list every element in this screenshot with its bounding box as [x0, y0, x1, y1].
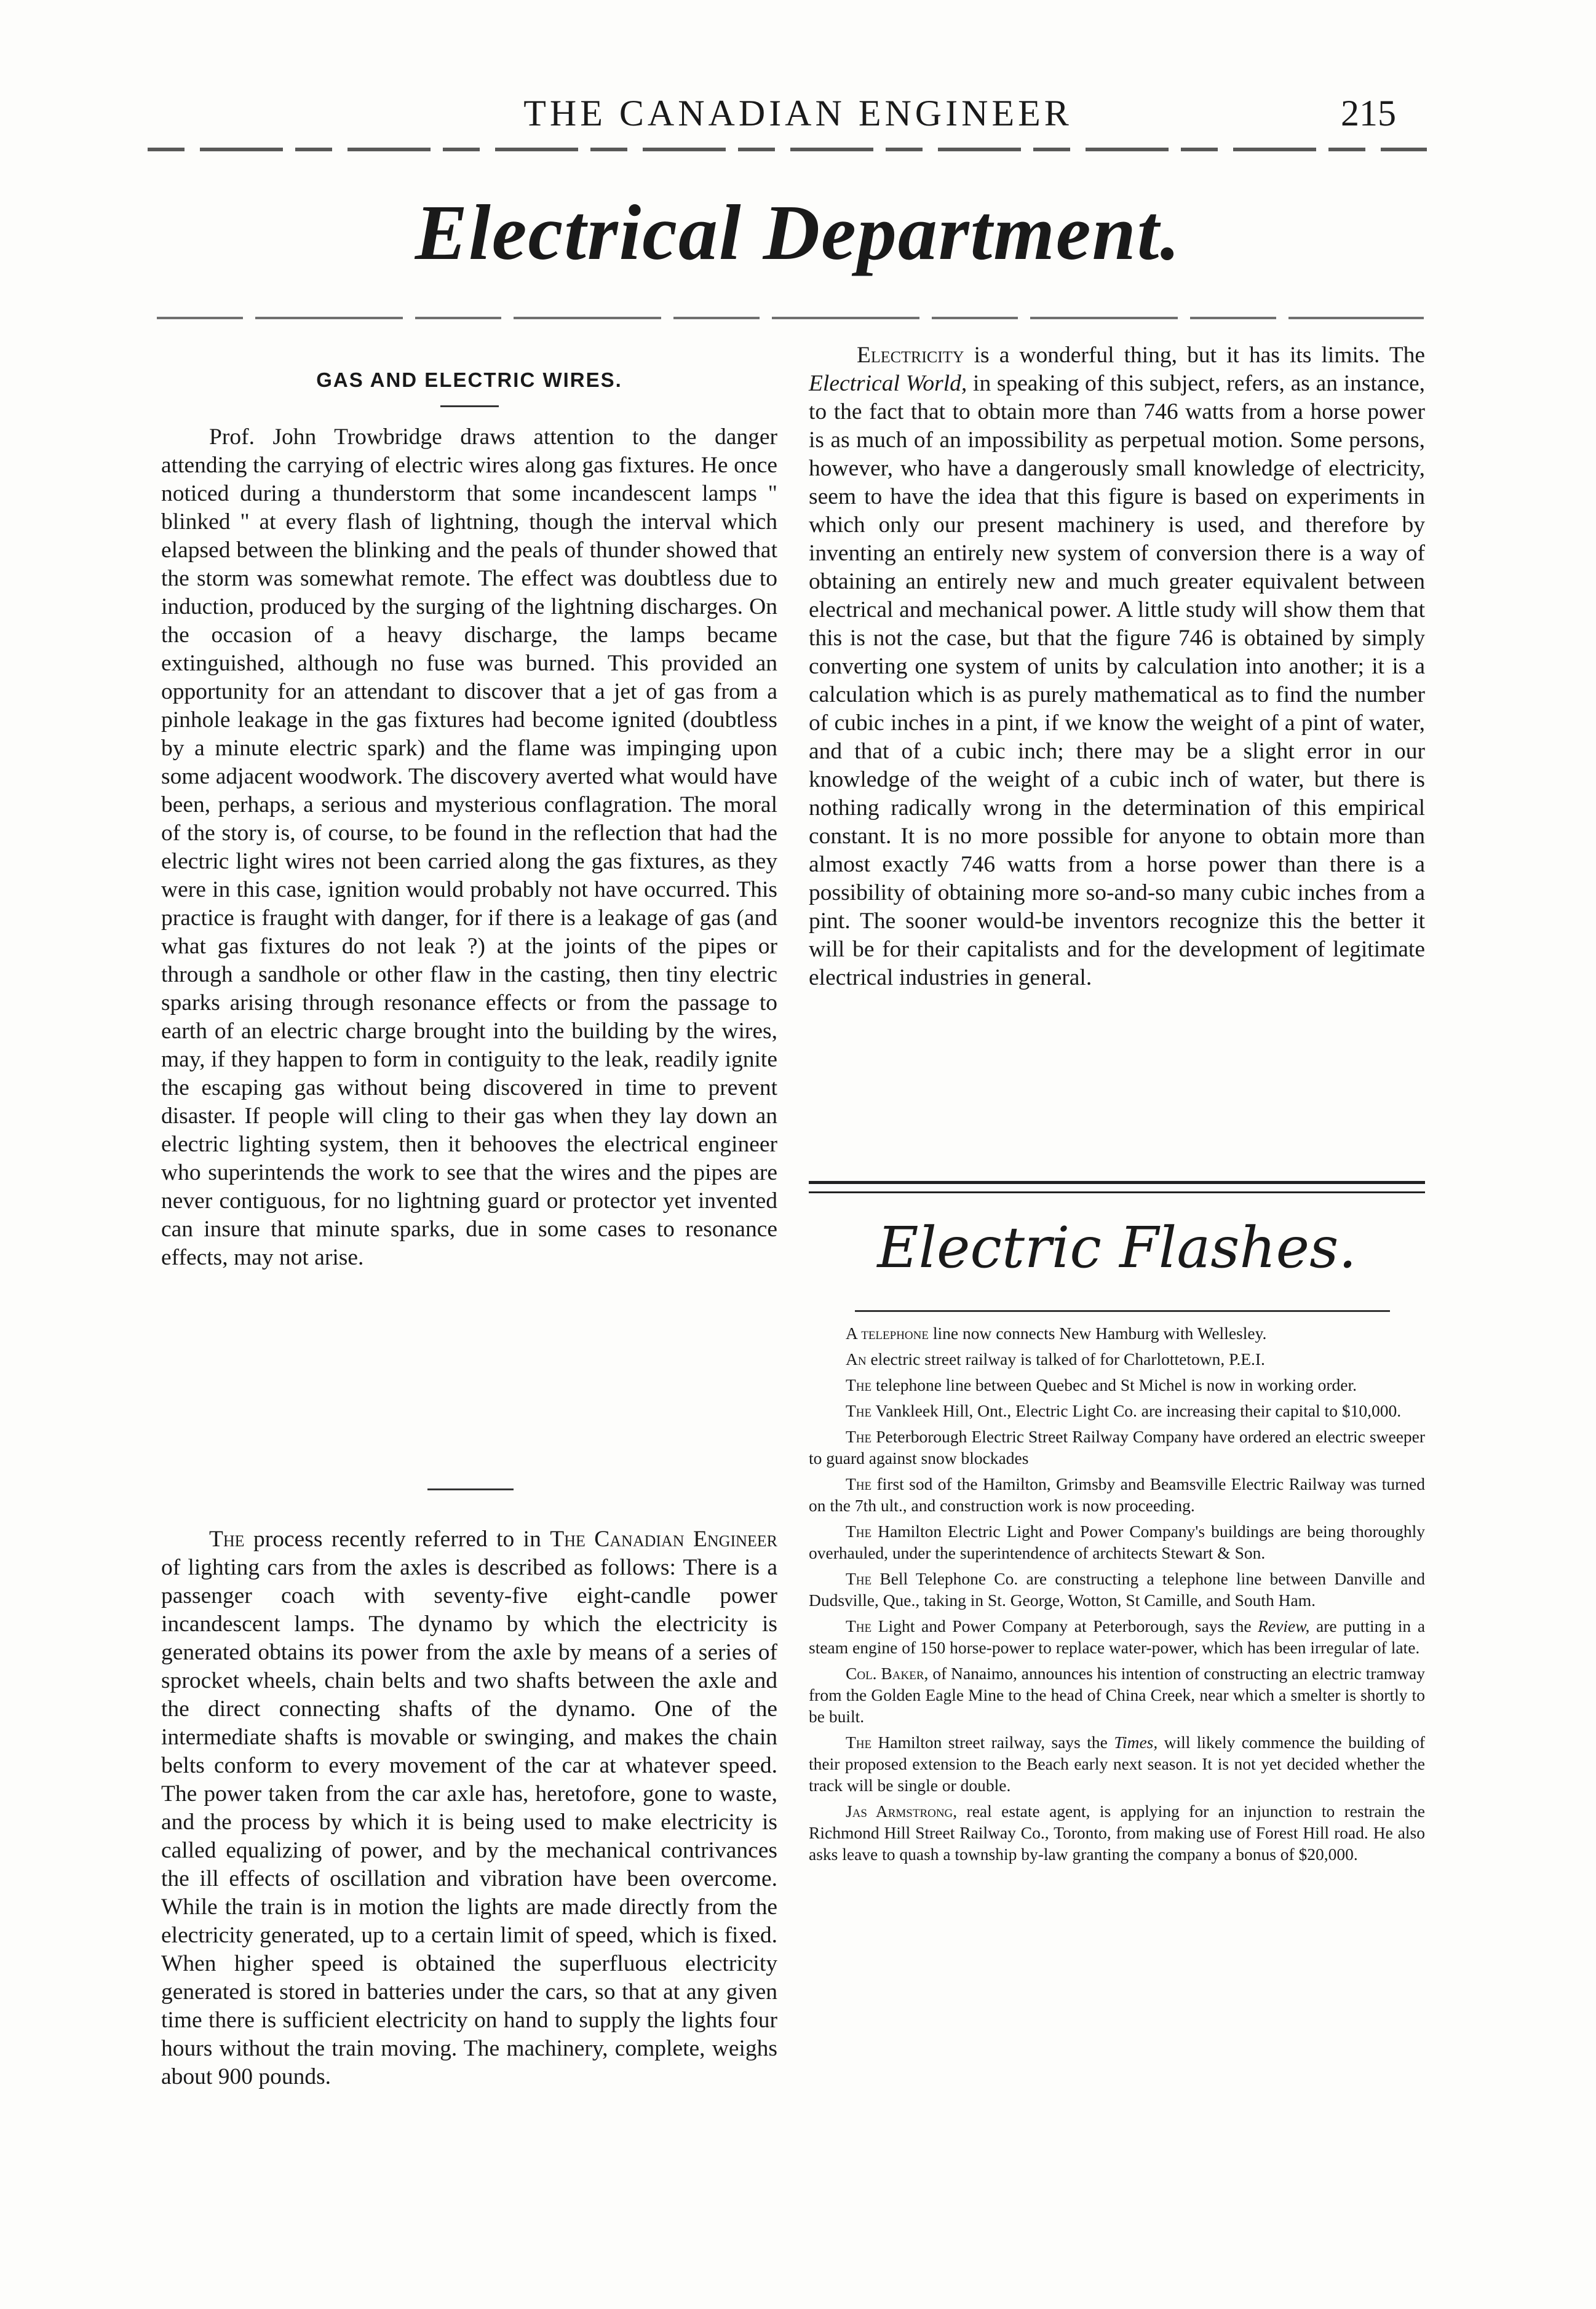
article-paragraph — [809, 341, 1425, 992]
flash-item — [809, 1400, 1425, 1421]
lead-word: Electricity — [857, 343, 964, 368]
flash-item — [809, 1322, 1425, 1344]
flash-text: of Nanaimo, announces his intention of constructing an electric tramway from the Golden Eagle Mine to the head of China Creek, near which a smelter is shortly to be built. — [809, 1664, 1426, 1726]
journal-name: Times, — [1114, 1733, 1158, 1752]
article-heading: GAS AND ELECTRIC WIRES. — [316, 368, 622, 391]
flash-item — [809, 1731, 1425, 1796]
flash-item — [809, 1348, 1425, 1370]
text-segment: process recently referred to in — [253, 1527, 541, 1552]
section-double-rule-top — [809, 1181, 1425, 1184]
lead-word: The — [846, 1401, 872, 1420]
lead-word: The — [209, 1527, 245, 1552]
flash-text: Peterborough Electric Street Railway Company have ordered an electric sweeper to guard against snow blockades — [809, 1427, 1426, 1468]
flash-text: are putting in a steam engine of 150 horse-power to replace water-power, which has been irregular of late. — [809, 1616, 1426, 1657]
lead-word: An — [846, 1349, 867, 1369]
journal-name: Electrical World, — [809, 371, 967, 396]
lead-word: Jas Armstrong, — [846, 1802, 958, 1821]
journal-name: Review, — [1258, 1616, 1310, 1635]
flash-text: first sod of the Hamilton, Grimsby and Beamsville Electric Railway was turned on the 7th ult., and construction work is now proceeding. — [809, 1474, 1425, 1515]
article-electricity-limits — [809, 341, 1425, 992]
heading-rule — [440, 405, 499, 407]
flash-text: Bell Telephone Co. are constructing a telephone line between Danville and Dudsville, Que., taking in St. George, Wotton, St Camille, and South Ham. — [809, 1569, 1425, 1610]
text-segment: is a wonderful thing, but it has its limits. The — [974, 343, 1425, 368]
flash-text: real estate agent, is applying for an injunction to restrain the Richmond Hill Street Railway Co., Toronto, from making use of Forest Hill road. He also asks leave to quash a township by-law granting the company a bonus of $20,000. — [809, 1802, 1425, 1864]
text-segment: in speaking of this subject, refers, as an instance, to the fact that to obtain more than 746 watts from a horse power is as much of an impossibility as perpetual motion. Some persons, however, who have a dangerously small knowledge of electricity, seem to have the idea that this figure is based on experiments in which only our present machinery is used, and therefore by inventing an entirely new system of conversion there is a way of obtaining an entirely new and much greater equivalent between electrical and mechanical power. A little study will show them that this is not the case, but that the figure 746 is obtained by simply converting one system of units by calculation into another; it is a calculation which is as purely mathematical as to find the number of cubic inches in a pint, if we know the weight of a pint of water, and that of a cubic inch; there may be a slight error in our knowledge of the weight of a cubic inch of water, but there is nothing radically wrong in the determination of this empirical constant. It is no more possible for anyone to obtain more than almost exactly 746 watts from a horse power than there is a possibility of obtaining more so-and-so many cubic inches from a pint. The sooner would-be inventors recognize this the better it will be for their capitalists and for the development of legitimate electrical industries in general. — [809, 371, 1426, 990]
lead-word: A telephone — [846, 1324, 929, 1343]
flash-item — [809, 1615, 1425, 1658]
flash-text: telephone line between Quebec and St Michel is now in working order. — [876, 1375, 1357, 1394]
article-gas-and-electric-wires — [161, 366, 777, 1272]
flash-text: line now connects New Hamburg with Wellesley. — [932, 1324, 1267, 1343]
article-paragraph — [161, 1525, 777, 2091]
flash-item — [809, 1426, 1425, 1469]
header-rule — [148, 148, 1427, 151]
electric-flashes-list — [809, 1322, 1425, 1869]
lead-word: Col. Baker, — [846, 1664, 929, 1683]
section-double-rule-bottom — [809, 1191, 1425, 1193]
flash-item — [809, 1800, 1425, 1865]
lead-word: The — [846, 1569, 872, 1588]
flashes-rule — [855, 1310, 1390, 1312]
article-paragraph: Prof. John Trowbridge draws attention to the danger attending the carrying of electric wires along gas fixtures. He once noticed during a thunderstorm that some incandescent lamps " blinked " at every flash of lightning, though the interval which elapsed between the blinking and the peals of thunder showed that the storm was somewhat remote. The effect was doubtless due to induction, produced by the surging of the lightning discharges. On the occasion of a heavy discharge, the lamps became extinguished, although no fuse was burned. This provided an opportunity for an attendant to discover that a jet of gas from a pinhole leakage in the gas fixtures had become ignited (doubtless by a minute electric spark) and the flame was impinging upon some adjacent woodwork. The discovery averted what would have been, perhaps, a serious and mysterious conflagration. The moral of the story is, of course, to be found in the reflection that had the electric light wires not been carried along the gas fixtures, as they were in this case, ignition would probably not have occurred. This practice is fraught with danger, for if there is a leakage of gas (and what gas fixtures do not leak ?) at the joints of the pipes or through a sandhole or other flaw in the casting, then tiny electric sparks arising through resonance effects or from the passage to earth of an electric charge brought into the building by the wires, may, if they happen to form in contiguity to the leak, readily ignite the escaping gas without being discovered in time to prevent disaster. If people will cling to their gas when they lay down an electric lighting system, then it behooves the electrical engineer who superintends the work to see that the wires and the pipes are never contiguous, for no lightning guard or protector yet invented can insure that minute sparks, due in some cases to resonance effects, may not arise. — [161, 424, 777, 1270]
flash-item — [809, 1663, 1425, 1727]
flash-text: will likely commence the building of their proposed extension to the Beach early next season. It is not yet decided whether the track will be single or double. — [809, 1733, 1426, 1795]
journal-name: The Canadian Engineer — [550, 1527, 778, 1552]
lead-word: The — [846, 1616, 872, 1635]
lead-word: The — [846, 1474, 872, 1493]
flash-item — [809, 1568, 1425, 1611]
flash-text: Light and Power Company at Peterborough, says the — [878, 1616, 1252, 1635]
lead-word: The — [846, 1427, 872, 1446]
flash-item — [809, 1374, 1425, 1396]
lead-word: The — [846, 1375, 872, 1394]
flash-text: Hamilton Electric Light and Power Company's buildings are being thoroughly overhauled, under the superintendence of architects Stewart & Son. — [809, 1522, 1425, 1562]
flash-text: electric street railway is talked of for Charlottetown, P.E.I. — [870, 1349, 1265, 1369]
text-segment: of lighting cars from the axles is described as follows: There is a passenger coach with seventy-five eight-candle power incandescent lamps. The dynamo by which the electricity is generated obtains its power from the axle by means of a series of sprocket wheels, chain belts and two shafts between the axle and the direct connecting shafts of the dynamo. One of the intermediate shafts is movable or swinging, and makes the chain belts conform to every movement of the car at whatever speed. The power taken from the car axle has, heretofore, gone to waste, and the process by which it is being used to make electricity is called equalizing of power, and by the mechanical contrivances the ill effects of oscillation and vibration have been overcome. While the train is in motion the lights are made directly from the electricity generated, up to a certain limit of speed, which is fixed. When higher speed is obtained the superfluous electricity generated is stored in batteries under the cars, so that at any given time there is sufficient electricity on hand to supply the lights four hours without the train moving. The machinery, complete, weighs about 900 pounds. — [161, 1555, 777, 2089]
article-car-lighting — [161, 1525, 777, 2091]
flash-item — [809, 1520, 1425, 1564]
department-rule — [157, 317, 1424, 319]
article-separator — [427, 1488, 514, 1490]
page-number: 215 — [1341, 93, 1396, 133]
flash-text: Hamilton street railway, says the — [878, 1733, 1108, 1752]
department-title: Electrical Department. — [415, 189, 1181, 276]
journal-title: THE CANADIAN ENGINEER — [523, 93, 1073, 133]
flash-text: Vankleek Hill, Ont., Electric Light Co. are increasing their capital to $10,000. — [875, 1401, 1402, 1420]
lead-word: The — [846, 1522, 872, 1541]
electric-flashes-title: Electric Flashes. — [877, 1215, 1357, 1281]
flash-item — [809, 1473, 1425, 1516]
lead-word: The — [846, 1733, 872, 1752]
